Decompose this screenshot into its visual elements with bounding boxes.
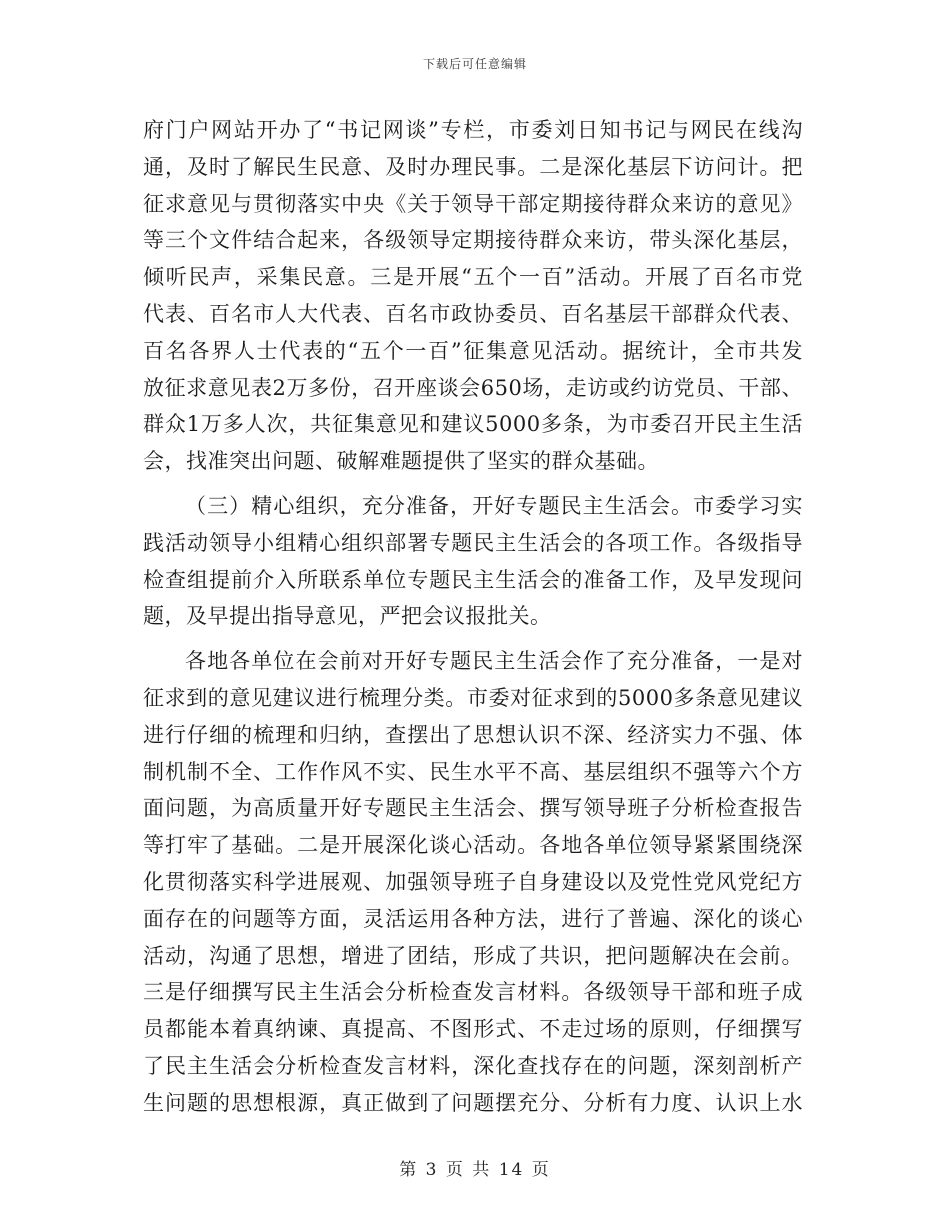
text-line: 会，找准突出问题、破解难题提供了坚实的群众基础。 <box>143 449 659 474</box>
text-line: 进行仔细的梳理和归纳，查摆出了思想认识不深、经济实力不强、体 <box>143 722 803 747</box>
text-line: 各地各单位在会前对开好专题民主生活会作了充分准备，一是对 <box>185 649 803 674</box>
text-line: 员都能本着真纳谏、真提高、不图形式、不走过场的原则，仔细撰写 <box>143 1017 803 1042</box>
text-line: 践活动领导小组精心组织部署专题民主生活会的各项工作。各级指导 <box>143 530 803 555</box>
text-line: 等打牢了基础。二是开展深化谈心活动。各地各单位领导紧紧围绕深 <box>143 833 803 858</box>
text-line: 检查组提前介入所联系单位专题民主生活会的准备工作，及早发现问 <box>143 567 803 592</box>
text-line: 通，及时了解民生民意、及时办理民事。二是深化基层下访问计。把 <box>143 154 803 179</box>
text-line: （三）精心组织，充分准备，开好专题民主生活会。市委学习实 <box>185 493 803 518</box>
text-line: 等三个文件结合起来，各级领导定期接待群众来访，带头深化基层， <box>143 228 803 253</box>
text-line: 代表、百名市人大代表、百名市政协委员、百名基层干部群众代表、 <box>143 301 803 326</box>
text-line: 三是仔细撰写民主生活会分析检查发言材料。各级领导干部和班子成 <box>143 980 803 1005</box>
text-line: 题，及早提出指导意见，严把会议报批关。 <box>143 604 552 629</box>
text-line: 倾听民声，采集民意。三是开展“五个一百”活动。开展了百名市党 <box>143 265 803 290</box>
text-line: 群众1万多人次，共征集意见和建议5000多条，为市委召开民主生活 <box>143 412 803 437</box>
text-line: 面问题，为高质量开好专题民主生活会、撰写领导班子分析检查报告 <box>143 796 803 821</box>
page-number: 第 3 页 共 14 页 <box>399 1160 551 1180</box>
text-line: 制机制不全、工作作风不实、民生水平不高、基层组织不强等六个方 <box>143 759 803 784</box>
text-line: 放征求意见表2万多份，召开座谈会650场，走访或约访党员、干部、 <box>143 375 803 400</box>
text-line: 生问题的思想根源，真正做到了问题摆充分、分析有力度、认识上水 <box>143 1090 803 1115</box>
page-header: 下载后可任意编辑 <box>422 57 527 71</box>
paragraph <box>143 488 803 635</box>
paragraph <box>143 643 803 1121</box>
text-line: 化贯彻落实科学进展观、加强领导班子自身建设以及党性党风党纪方 <box>143 869 803 894</box>
text-line: 百名各界人士代表的“五个一百”征集意见活动。据统计，全市共发 <box>143 338 803 363</box>
document-body <box>143 112 803 1122</box>
text-line: 征求到的意见建议进行梳理分类。市委对征求到的5000多条意见建议 <box>143 685 803 710</box>
text-line: 了民主生活会分析检查发言材料，深化查找存在的问题，深刻剖析产 <box>143 1053 803 1078</box>
paragraph <box>143 112 803 480</box>
text-line: 征求意见与贯彻落实中央《关于领导干部定期接待群众来访的意见》 <box>143 191 803 216</box>
text-line: 府门户网站开办了“书记网谈”专栏，市委刘日知书记与网民在线沟 <box>143 118 803 142</box>
text-line: 活动，沟通了思想，增进了团结，形成了共识，把问题解决在会前。 <box>143 943 803 968</box>
text-line: 面存在的问题等方面，灵活运用各种方法，进行了普遍、深化的谈心 <box>143 906 803 931</box>
